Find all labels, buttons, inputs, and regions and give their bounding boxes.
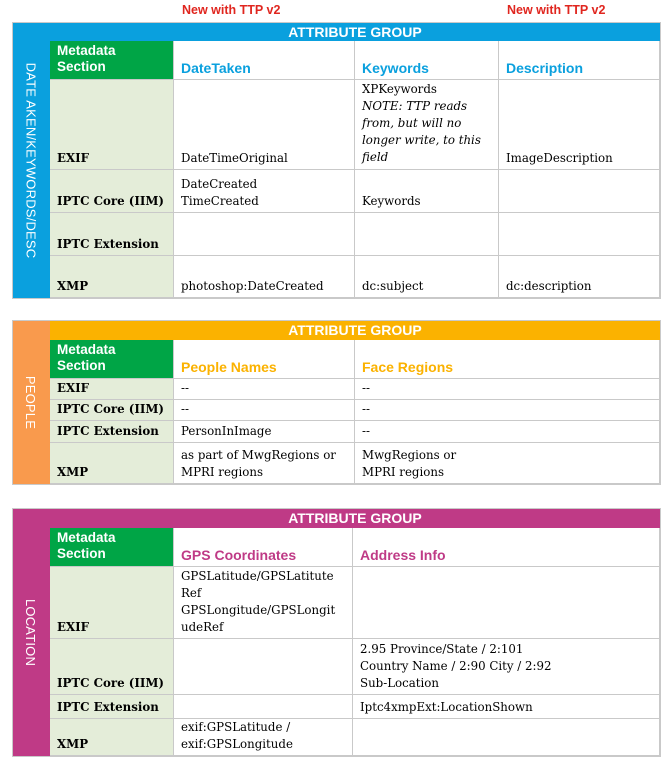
table-cell: dc:subject [355, 256, 499, 298]
metadata-section-header: Metadata Section [50, 528, 174, 567]
section-label: XMP [50, 443, 174, 484]
table-cell: dc:description [499, 256, 660, 298]
band-label: PEOPLE [23, 375, 39, 429]
table-cell: photoshop:DateCreated [174, 256, 355, 298]
section-label: XMP [50, 256, 174, 298]
cell-note: NOTE: TTP reads from, but will no longer write, to this field [362, 99, 481, 164]
new-with-ttp-label-left: New with TTP v2 [182, 3, 281, 17]
attribute-group-header: ATTRIBUTE GROUP [50, 320, 660, 340]
section-label: EXIF [50, 80, 174, 170]
table-cell [355, 213, 499, 256]
table-cell: PersonInImage [174, 421, 355, 443]
metadata-section-header: Metadata Section [50, 41, 174, 80]
section-label: EXIF [50, 567, 174, 639]
table-cell: DateCreated TimeCreated [174, 170, 355, 213]
table-cell [499, 213, 660, 256]
table-cell: DateTimeOriginal [174, 80, 355, 170]
section-label: XMP [50, 719, 174, 756]
table-cell: -- [174, 400, 355, 421]
table-cell [499, 170, 660, 213]
column-header: Description [499, 41, 660, 80]
section-label: IPTC Core (IIM) [50, 639, 174, 695]
table-cell [353, 719, 660, 756]
metadata-section-header: Metadata Section [50, 340, 174, 379]
table-cell [174, 695, 353, 719]
table-cell: -- [355, 379, 660, 400]
new-with-ttp-label-right: New with TTP v2 [507, 3, 606, 17]
band-date-keywords-desc [12, 22, 50, 298]
section-label: IPTC Core (IIM) [50, 400, 174, 421]
attribute-group-header: ATTRIBUTE GROUP [50, 22, 660, 41]
section-label: IPTC Extension [50, 421, 174, 443]
table-cell: as part of MwgRegions or MPRI regions [174, 443, 355, 484]
section-label: IPTC Extension [50, 695, 174, 719]
table-cell: GPSLatitude/GPSLatitute Ref GPSLongitude/GPSLongit udeRef [174, 567, 353, 639]
table-cell: -- [174, 379, 355, 400]
column-header: DateTaken [174, 41, 355, 80]
table-cell [174, 213, 355, 256]
column-header: Keywords [355, 41, 499, 80]
table-cell: ImageDescription [499, 80, 660, 170]
table-cell: Keywords [355, 170, 499, 213]
section-label: EXIF [50, 379, 174, 400]
table-cell: 2.95 Province/State / 2:101 Country Name / 2:90 City / 2:92 Sub-Location [353, 639, 660, 695]
band-location [12, 508, 50, 756]
band-label: DATE AKEN/KEYWORDS/DESC [23, 62, 39, 258]
section-label: IPTC Core (IIM) [50, 170, 174, 213]
cell-value: XPKeywords [362, 82, 437, 96]
band-label: LOCATION [23, 598, 39, 666]
table-cell: -- [355, 400, 660, 421]
column-header: Address Info [353, 528, 660, 567]
table-cell [355, 80, 499, 170]
table-cell: Iptc4xmpExt:LocationShown [353, 695, 660, 719]
table-cell: exif:GPSLatitude / exif:GPSLongitude [174, 719, 353, 756]
column-header: GPS Coordinates [174, 528, 353, 567]
table-cell: MwgRegions or MPRI regions [355, 443, 660, 484]
table-cell: -- [355, 421, 660, 443]
attribute-group-header: ATTRIBUTE GROUP [50, 508, 660, 528]
band-people [12, 320, 50, 484]
table-cell [353, 567, 660, 639]
table-cell [174, 639, 353, 695]
column-header: Face Regions [355, 340, 660, 379]
section-label: IPTC Extension [50, 213, 174, 256]
column-header: People Names [174, 340, 355, 379]
